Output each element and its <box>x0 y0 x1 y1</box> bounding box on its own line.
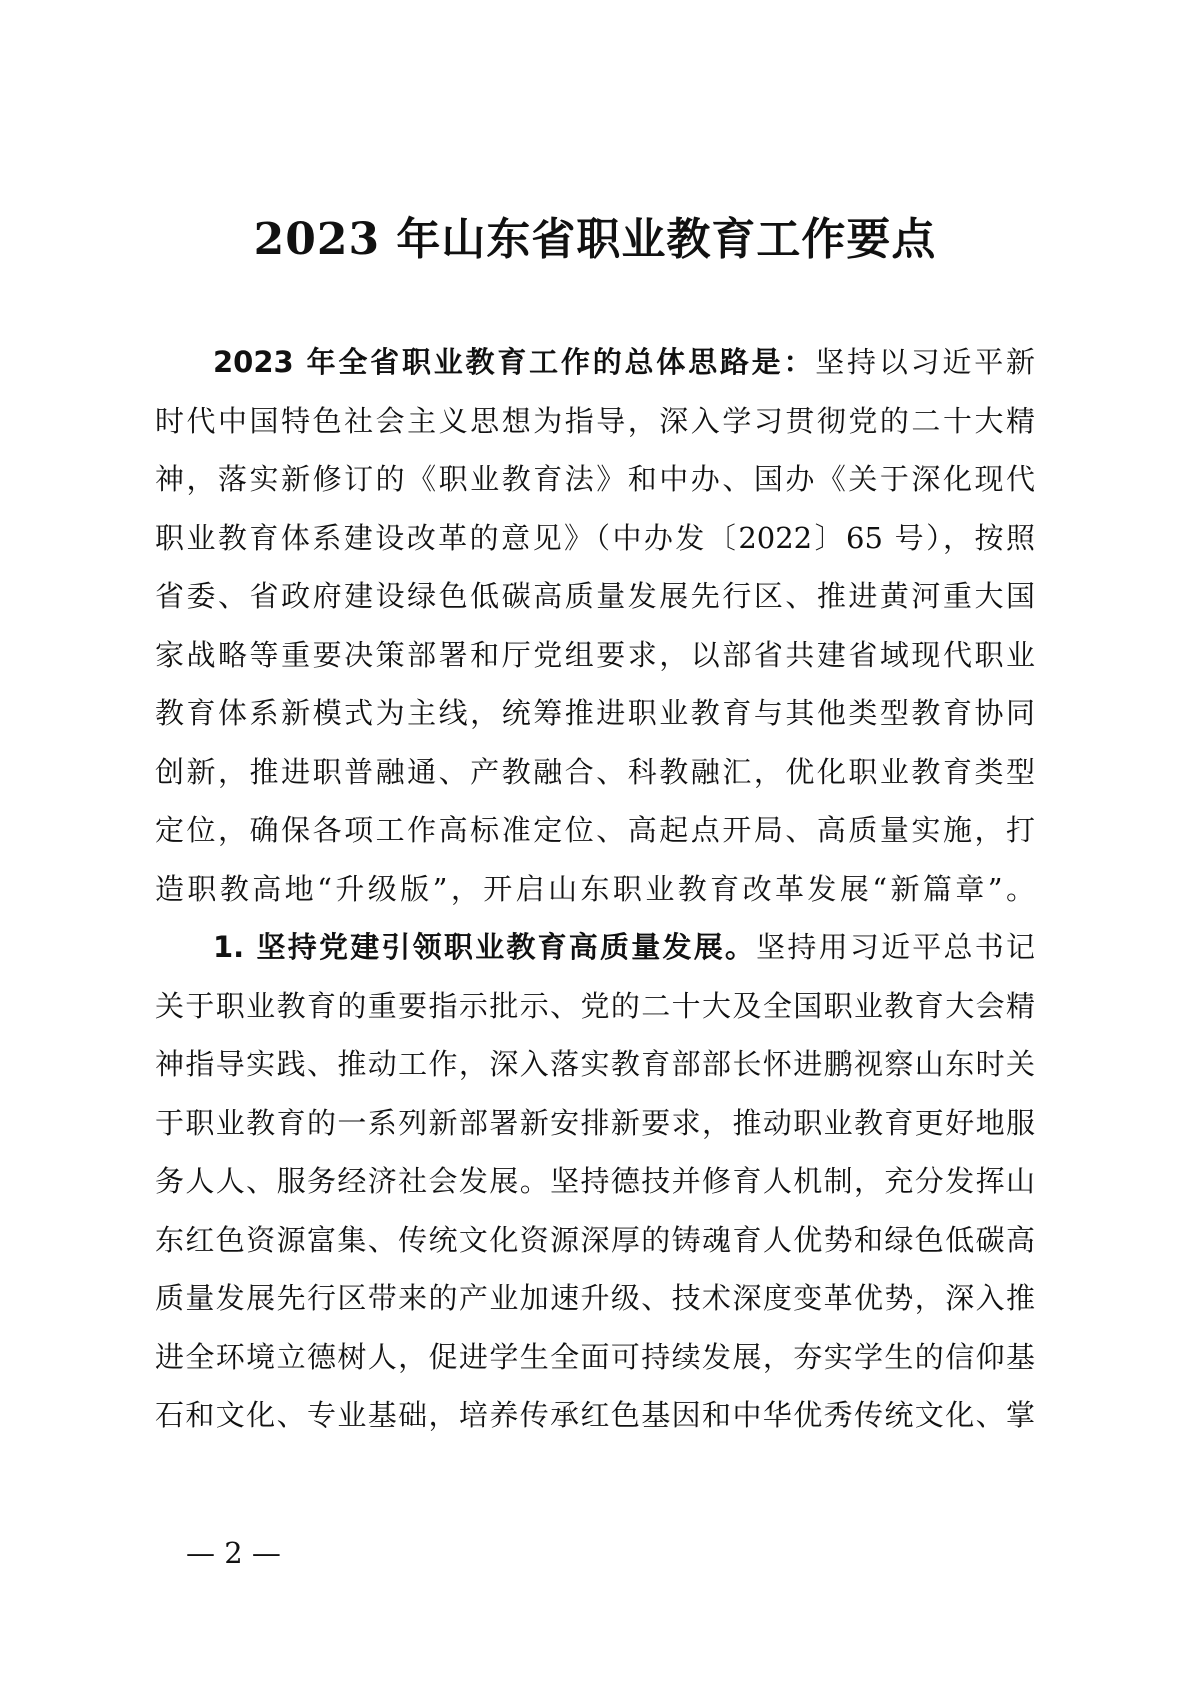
paragraph-1-line <box>155 333 1035 392</box>
paragraph-2-line: 石和文化、专业基础，培养传承红色基因和中华优秀传统文化、掌 <box>155 1398 1035 1432</box>
paragraph-1-line: 职业教育体系建设改革的意见》（中办发〔2022〕65 号），按照 <box>155 520 1035 555</box>
document-body <box>155 333 1035 1445</box>
paragraph-1-line: 造职教高地“升级版”，开启山东职业教育改革发展“新篇章”。 <box>155 871 1035 906</box>
paragraph-2-line: 务人人、服务经济社会发展。坚持德技并修育人机制，充分发挥山 <box>155 1164 1035 1198</box>
paragraph-2-lead: 1. 坚持党建引领职业教育高质量发展。 <box>213 930 757 964</box>
paragraph-1-line: 创新，推进职普融通、产教融合、科教融汇，优化职业教育类型 <box>155 754 1035 789</box>
paragraph-2-line <box>155 918 1035 977</box>
document-title: 2023 年山东省职业教育工作要点 <box>253 214 937 265</box>
paragraph-2-line: 东红色资源富集、传统文化资源深厚的铸魂育人优势和绿色低碳高 <box>155 1222 1035 1257</box>
paragraph-1-line: 定位，确保各项工作高标准定位、高起点开局、高质量实施，打 <box>155 813 1035 847</box>
paragraph-1-line: 教育体系新模式为主线，统筹推进职业教育与其他类型教育协同 <box>155 696 1035 730</box>
paragraph-2-line: 神指导实践、推动工作，深入落实教育部部长怀进鹏视察山东时关 <box>155 1047 1035 1081</box>
paragraph-2-line: 关于职业教育的重要指示批示、党的二十大及全国职业教育大会精 <box>155 988 1035 1023</box>
paragraph-1-lead: 2023 年全省职业教育工作的总体思路是： <box>213 345 816 379</box>
paragraph-1-text: 坚持以习近平新 <box>815 345 1035 379</box>
paragraph-2-text: 坚持用习近平总书记 <box>756 930 1035 964</box>
page-number: — 2 — <box>186 1536 281 1570</box>
paragraph-1-line: 神，落实新修订的《职业教育法》和中办、国办《关于深化现代 <box>155 462 1035 496</box>
paragraph-1-line: 时代中国特色社会主义思想为指导，深入学习贯彻党的二十大精 <box>155 403 1035 438</box>
paragraph-1-line: 家战略等重要决策部署和厅党组要求，以部省共建省域现代职业 <box>155 637 1035 672</box>
paragraph-2-line: 进全环境立德树人，促进学生全面可持续发展，夯实学生的信仰基 <box>155 1339 1035 1374</box>
paragraph-2-line: 于职业教育的一系列新部署新安排新要求，推动职业教育更好地服 <box>155 1105 1035 1140</box>
paragraph-2-line: 质量发展先行区带来的产业加速升级、技术深度变革优势，深入推 <box>155 1281 1035 1315</box>
paragraph-1-line: 省委、省政府建设绿色低碳高质量发展先行区、推进黄河重大国 <box>155 579 1035 613</box>
